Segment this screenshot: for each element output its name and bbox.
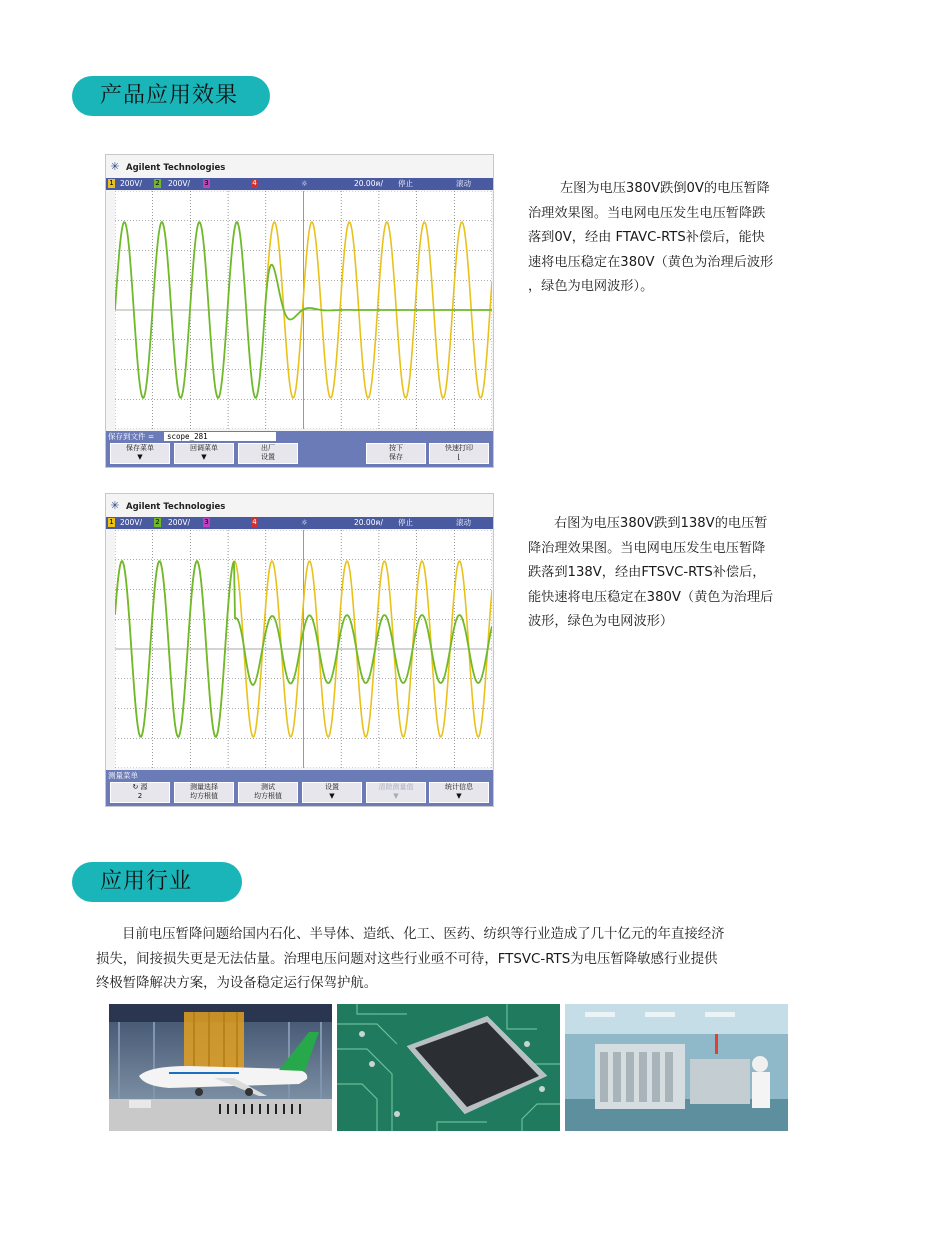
source-button[interactable]: ↻ 源 2 (110, 782, 170, 803)
scope-status-bar (106, 517, 493, 529)
arrow-down-icon: ▼ (329, 792, 335, 800)
ch3-indicator: 3 (204, 179, 209, 187)
ch1-indicator: 1 (109, 518, 114, 526)
statistics-button[interactable]: 统计信息 ▼ (429, 782, 489, 803)
arrow-down-icon: ▼ (201, 453, 207, 461)
description-line: 速将电压稳定在380V（黄色为治理后波形 (528, 254, 774, 270)
save-to-file-label: 保存到文件 = (108, 432, 155, 441)
section-title-text: 产品应用效果 (100, 83, 239, 108)
description-line: 波形，绿色为电网波形） (528, 614, 674, 629)
print-icon: ⌊ (457, 453, 461, 461)
filename-field[interactable]: scope_281 (164, 432, 276, 441)
trigger-icon: ☼ (301, 518, 308, 527)
aircraft-hangar-image (109, 1004, 332, 1131)
run-state: 停止 (398, 179, 413, 188)
agilent-logo-icon: ✳ (110, 160, 120, 173)
measure-menu-label: 测量菜单 (108, 771, 138, 780)
waveform-display (115, 191, 492, 429)
paragraph-line: 终极暂降解决方案，为设备稳定运行保驾护航。 (96, 976, 378, 991)
ch3-indicator: 3 (204, 518, 209, 526)
factory-setup-button[interactable]: 出厂 设置 (238, 443, 298, 464)
circuit-board-image (337, 1004, 560, 1131)
quick-print-button[interactable]: 快速打印 ⌊ (429, 443, 489, 464)
section-title-product-effect (72, 76, 270, 116)
photo-aircraft-hangar (109, 1004, 332, 1131)
settings-button[interactable]: 设置 ▼ (302, 782, 362, 803)
timebase: 20.00ฅ/ (354, 179, 384, 188)
trigger-icon: ☼ (301, 179, 308, 188)
ch2-indicator: 2 (155, 518, 160, 526)
description-1 (528, 177, 773, 300)
scope-softkey-bar (106, 770, 493, 806)
description-line: ，绿色为电网波形）。 (528, 279, 654, 294)
waveform-display (115, 530, 492, 768)
paragraph-line: 目前电压暂降问题给国内石化、半导体、造纸、化工、医药、纺织等行业造成了几十亿元的年直接经济 (122, 927, 725, 942)
acquire-mode: 滚动 (456, 179, 471, 188)
ch4-indicator: 4 (252, 179, 257, 187)
description-2 (528, 512, 773, 635)
section-title-industries (72, 862, 242, 902)
scope-status-bar (106, 178, 493, 190)
paragraph-line: 损失，间接损失更是无法估量。治理电压问题对这些行业亟不可待，FTSVC-RTS为电压暂降敏感行业提供 (96, 951, 718, 967)
arrow-down-icon: ▼ (456, 792, 462, 800)
ch1-indicator: 1 (109, 179, 114, 187)
description-line: 能快速将电压稳定在380V（黄色为治理后 (528, 589, 774, 605)
recall-menu-button[interactable]: 回调菜单 ▼ (174, 443, 234, 464)
ch2-scale: 200V/ (168, 518, 190, 527)
ch1-scale: 200V/ (120, 179, 142, 188)
measure-test-button[interactable]: 测试 均方根值 (238, 782, 298, 803)
cycle-icon: ↻ (132, 783, 139, 791)
ch2-scale: 200V/ (168, 179, 190, 188)
press-save-button[interactable]: 按下 保存 (366, 443, 426, 464)
save-menu-button[interactable]: 保存菜单 ▼ (110, 443, 170, 464)
clear-measurements-button[interactable]: 清除测量值 ▼ (366, 782, 426, 803)
run-state: 停止 (398, 518, 413, 527)
description-line: 治理效果图。当电网电压发生电压暂降跌 (528, 205, 766, 221)
oscilloscope-screenshot-2 (105, 493, 494, 807)
description-line: 跌落到138V，经由FTSVC-RTS补偿后， (528, 565, 766, 580)
acquire-mode: 滚动 (456, 518, 471, 527)
photo-cleanroom (565, 1004, 788, 1131)
oscilloscope-screenshot-1 (105, 154, 494, 468)
measure-select-button[interactable]: 测量选择 均方根值 (174, 782, 234, 803)
description-line: 左图为电压380V跌倒0V的电压暂降 (560, 181, 770, 196)
ch4-indicator: 4 (252, 518, 257, 526)
scope-softkey-bar (106, 431, 493, 467)
arrow-down-icon: ▼ (393, 792, 399, 800)
photo-circuit-board (337, 1004, 560, 1131)
section-title-text: 应用行业 (100, 869, 193, 894)
timebase: 20.00ฅ/ (354, 518, 384, 527)
scope-brand: ✳ Agilent Technologies (108, 496, 225, 516)
agilent-logo-icon: ✳ (110, 499, 120, 512)
cleanroom-image (565, 1004, 788, 1131)
description-line: 降治理效果图。当电网电压发生电压暂降 (528, 540, 766, 556)
industry-paragraph (96, 923, 725, 997)
ch2-indicator: 2 (155, 179, 160, 187)
arrow-down-icon: ▼ (137, 453, 143, 461)
ch1-scale: 200V/ (120, 518, 142, 527)
description-line: 落到0V，经由 FTAVC-RTS补偿后，能快 (528, 230, 765, 245)
description-line: 右图为电压380V跌到138V的电压暂 (554, 516, 768, 531)
scope-brand: ✳ Agilent Technologies (108, 157, 225, 177)
